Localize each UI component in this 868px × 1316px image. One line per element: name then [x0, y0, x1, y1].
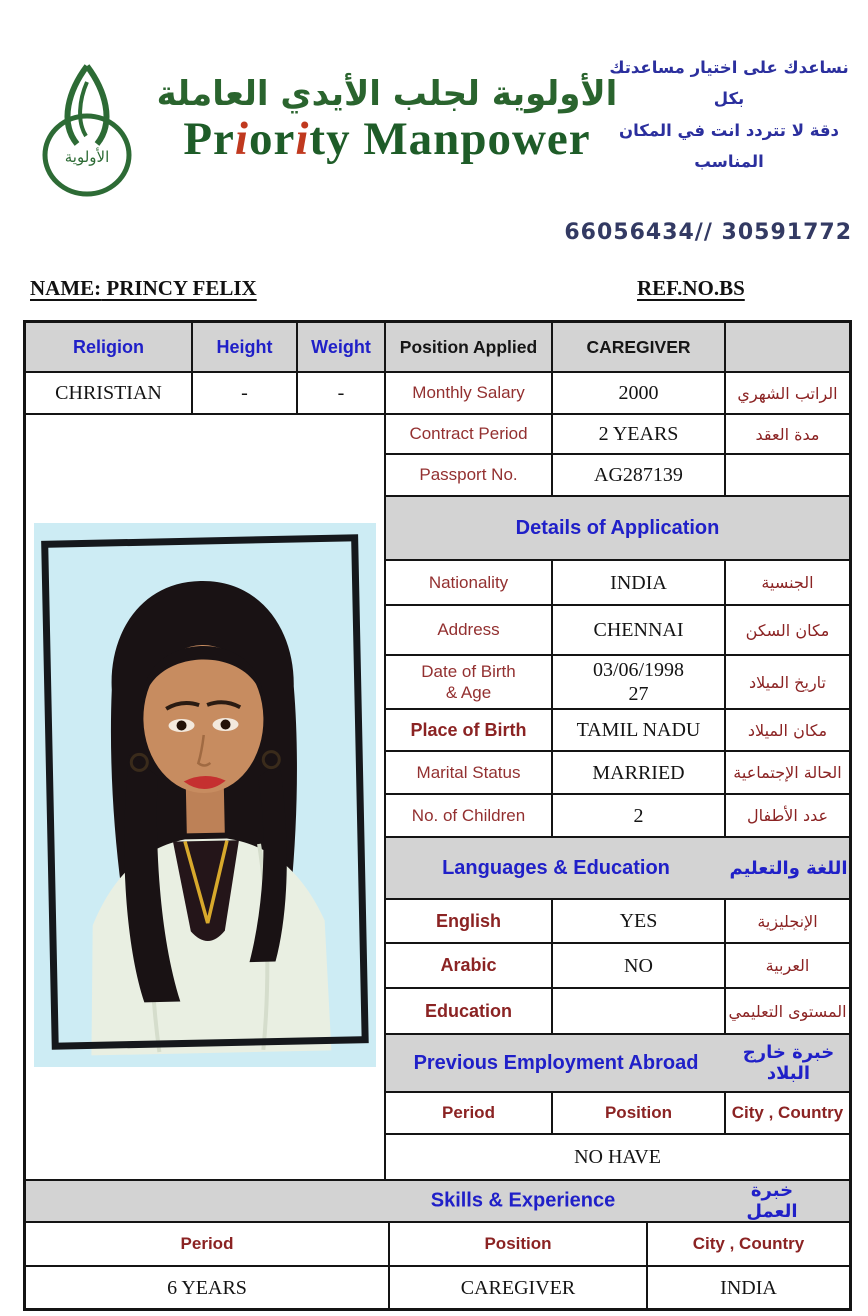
agency-logo-icon — [33, 60, 141, 198]
dob-value-date: 03/06/1998 — [592, 659, 685, 681]
prev-employment-header-row — [386, 1093, 849, 1133]
religion-salary-row — [26, 373, 849, 413]
marital-value-cell: MARRIED — [553, 752, 724, 793]
tagline-line-2: دقة لا تتردد انت في المكان المناسب — [618, 120, 840, 172]
nationality-label-cell: Nationality — [386, 561, 551, 604]
contract-period-label-cell: Contract Period — [386, 415, 551, 453]
skills-city-header-cell: City , Country — [648, 1223, 849, 1265]
languages-section-arabic: اللغة والتعليم — [729, 857, 848, 879]
skills-position-header-cell: Position — [390, 1223, 646, 1265]
details-column — [386, 415, 849, 1179]
nationality-row — [386, 561, 849, 604]
monthly-salary-label-cell: Monthly Salary — [386, 373, 551, 413]
skills-position-value-cell: CAREGIVER — [390, 1267, 646, 1308]
address-label-cell: Address — [386, 606, 551, 654]
skills-values-row — [26, 1267, 849, 1308]
reference-number: REF.NO.BS — [637, 276, 745, 300]
pob-arabic-cell: مكان الميلاد — [726, 710, 849, 750]
prev-employment-arabic-cell — [728, 1035, 849, 1091]
address-arabic-cell: مكان السكن — [726, 606, 849, 654]
photo-cell — [26, 415, 384, 1179]
table-header-row — [26, 323, 849, 371]
cv-table — [23, 320, 852, 1311]
children-label-cell: No. of Children — [386, 795, 551, 836]
education-value-cell — [553, 989, 724, 1033]
nationality-arabic-cell: الجنسية — [726, 561, 849, 604]
skills-header-row — [26, 1223, 849, 1265]
prev-employment-arabic: خبرة خارج البلاد — [742, 1042, 835, 1084]
children-arabic-cell: عدد الأطفال — [726, 795, 849, 836]
prev-employment-title: Previous Employment Abroad — [413, 1051, 699, 1074]
arabic-arabic-cell: العربية — [726, 944, 849, 987]
previous-employment-section-bar — [386, 1035, 849, 1091]
pob-label-cell: Place of Birth — [386, 710, 551, 750]
skills-period-value-cell: 6 YEARS — [26, 1267, 388, 1308]
passport-arabic-cell — [726, 455, 849, 495]
languages-education-section-bar — [386, 838, 849, 898]
english-row — [386, 900, 849, 942]
dob-label-line1: Date of Birth — [421, 661, 516, 681]
height-value-cell: - — [193, 373, 296, 413]
english-label-cell: English — [386, 900, 551, 942]
marital-label-cell: Marital Status — [386, 752, 551, 793]
applicant-photo — [34, 523, 376, 1067]
education-label-cell: Education — [386, 989, 551, 1033]
dob-arabic-cell: تاريخ الميلاد — [726, 656, 849, 708]
contract-period-arabic-cell: مدة العقد — [726, 415, 849, 453]
empty-header-cell — [726, 323, 849, 371]
height-header-cell: Height — [193, 323, 296, 371]
skills-section-title: Skills & Experience — [430, 1189, 616, 1212]
skills-section-arabic: خبرة العمل — [746, 1180, 798, 1222]
religion-header-cell: Religion — [26, 323, 191, 371]
passport-row — [386, 455, 849, 495]
skills-city-value-cell: INDIA — [648, 1267, 849, 1308]
education-row — [386, 989, 849, 1033]
english-value-cell: YES — [553, 900, 724, 942]
prev-period-header-cell: Period — [386, 1093, 551, 1133]
details-of-application-section-bar — [386, 497, 849, 559]
arabic-label-cell: Arabic — [386, 944, 551, 987]
religion-value-cell: CHRISTIAN — [26, 373, 191, 413]
weight-value-cell: - — [298, 373, 384, 413]
english-arabic-cell: الإنجليزية — [726, 900, 849, 942]
position-applied-label-cell: Position Applied — [386, 323, 551, 371]
tagline-line-1: نساعدك على اختيار مساعدتك بكل — [609, 58, 849, 109]
header-arabic-tagline — [604, 52, 854, 177]
dob-label-cell — [386, 656, 551, 708]
languages-section-title-cell — [386, 838, 726, 898]
children-value-cell: 2 — [553, 795, 724, 836]
arabic-value-cell: NO — [553, 944, 724, 987]
phone-numbers: 66056434// 30591772 — [564, 220, 852, 245]
skills-experience-section-bar — [26, 1181, 849, 1221]
weight-header-cell: Weight — [298, 323, 384, 371]
position-applied-value-cell: CAREGIVER — [553, 323, 724, 371]
agency-arabic-title: الأولوية لجلب الأيدي العاملة — [156, 74, 618, 114]
dob-value-cell — [553, 656, 724, 708]
dob-age-row — [386, 656, 849, 708]
name-value: PRINCY FELIX — [101, 276, 257, 300]
place-of-birth-row — [386, 710, 849, 750]
dob-value-age: 27 — [628, 683, 649, 705]
dob-label-line2: & Age — [445, 683, 492, 702]
applicant-name-line — [30, 276, 257, 301]
prev-position-header-cell: Position — [553, 1093, 724, 1133]
languages-section-title: Languages & Education — [442, 856, 670, 879]
monthly-salary-value-cell: 2000 — [553, 373, 724, 413]
prev-city-header-cell: City , Country — [726, 1093, 849, 1133]
arabic-language-row — [386, 944, 849, 987]
prev-employment-title-cell — [386, 1035, 726, 1091]
middle-section — [26, 415, 849, 1179]
marital-status-row — [386, 752, 849, 793]
address-row — [386, 606, 849, 654]
marital-arabic-cell: الحالة الإجتماعية — [726, 752, 849, 793]
pob-value-cell: TAMIL NADU — [553, 710, 724, 750]
skills-period-header-cell: Period — [26, 1223, 388, 1265]
children-row — [386, 795, 849, 836]
contract-period-value-cell: 2 YEARS — [553, 415, 724, 453]
address-value-cell: CHENNAI — [553, 606, 724, 654]
agency-title-block — [148, 74, 626, 164]
contract-period-row — [386, 415, 849, 453]
details-section-title: Details of Application — [515, 516, 720, 539]
agency-brand-name: Priority Manpower — [183, 112, 591, 165]
no-have-cell: NO HAVE — [386, 1135, 849, 1179]
languages-section-arabic-cell — [728, 838, 849, 898]
monthly-salary-arabic-cell: الراتب الشهري — [726, 373, 849, 413]
nationality-value-cell: INDIA — [553, 561, 724, 604]
passport-value-cell: AG287139 — [553, 455, 724, 495]
passport-label-cell: Passport No. — [386, 455, 551, 495]
education-arabic-cell: المستوى التعليمي — [726, 989, 849, 1033]
logo-inner-arabic: الأولوية — [64, 148, 110, 166]
name-label: NAME: — [30, 276, 102, 300]
